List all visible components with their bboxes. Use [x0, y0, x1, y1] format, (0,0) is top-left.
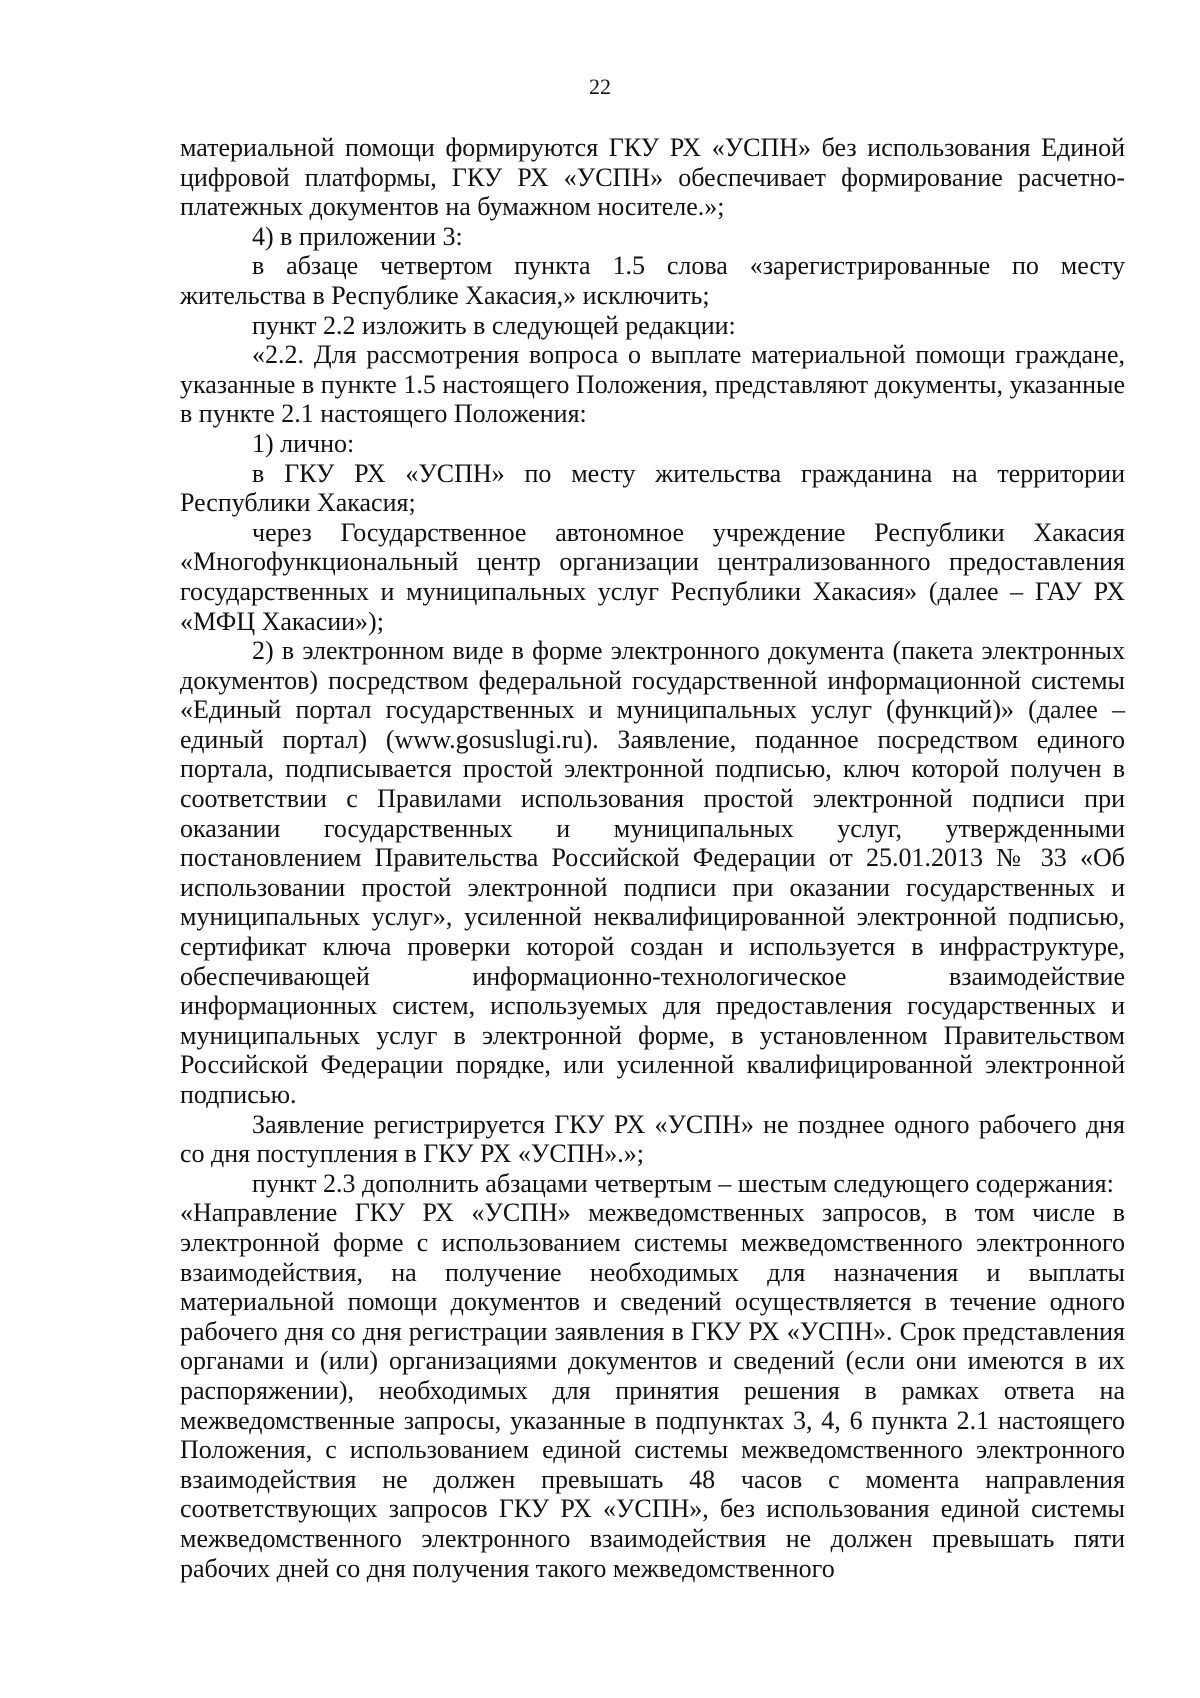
paragraph: Заявление регистрируется ГКУ РХ «УСПН» не позднее одного рабочего дня со дня поступления в ГКУ РХ «УСПН».»; — [180, 1109, 1125, 1169]
paragraph: «2.2. Для рассмотрения вопроса о выплате материальной помощи граждане, указанные в пункте 1.5 настоящего Положения, представляют документы, указанные в пункте 2.1 настоящего Положения: — [180, 340, 1125, 429]
paragraph: материальной помощи формируются ГКУ РХ «УСПН» без использования Единой цифровой платформы, ГКУ РХ «УСПН» обеспечивает формирование расчетно-платежных документов на бумажном носителе.»; — [180, 133, 1125, 222]
paragraph: пункт 2.2 изложить в следующей редакции: — [252, 310, 736, 340]
paragraph: в абзаце четвертом пункта 1.5 слова «зарегистрированные по месту жительства в Республике Хакасия,» исключить; — [180, 251, 1125, 310]
paragraph: 1) лично: — [252, 428, 355, 458]
paragraph: пункт 2.3 дополнить абзацами четвертым – шестым следующего содержания: — [252, 1168, 1114, 1198]
paragraph: 4) в приложении 3: — [252, 221, 463, 251]
paragraph: «Направление ГКУ РХ «УСПН» межведомственных запросов, в том числе в электронной форме с использованием системы межведомственного электронного взаимодействия, на получение необходимых для назначения и выплаты материальной помощи документов и сведений осуществляется в течение одного рабочего дня со дня регистрации заявления в ГКУ РХ «УСПН». Срок представления органами и (или) организациями документов и сведений (если они имеются в их распоряжении), необходимых для принятия решения в рамках ответа на межведомственные запросы, указанные в подпунктах 3, 4, 6 пункта 2.1 настоящего Положения, с использованием единой системы межведомственного электронного взаимодействия не должен превышать 48 часов с момента направления соответствующих запросов ГКУ РХ «УСПН», без использования единой системы межведомственного электронного взаимодействия не должен превышать пяти рабочих дней со дня получения такого межведомственного — [180, 1198, 1125, 1583]
paragraph: через Государственное автономное учреждение Республики Хакасия «Многофункциональный центр организации централизованного предоставления государственных и муниципальных услуг Республики Хакасия» (далее – ГАУ РХ «МФЦ Хакасии»); — [180, 517, 1125, 636]
paragraph: в ГКУ РХ «УСПН» по месту жительства гражданина на территории Республики Хакасия; — [180, 458, 1125, 518]
page-number: 22 — [589, 74, 611, 99]
document-body — [180, 133, 1125, 1583]
paragraph: 2) в электронном виде в форме электронного документа (пакета электронных документов) посредством федеральной государственной информационной системы «Единый портал государственных и муниципальных услуг (функций)» (далее – единый портал) (www.gosuslugi.ru). Заявление, поданное посредством единого портала, подписывается простой электронной подписью, ключ которой получен в соответствии с Правилами использования простой электронной подписи при оказании государственных и муниципальных услуг, утвержденными постановлением Правительства Российской Федерации от 25.01.2013 № 33 «Об использовании простой электронной подписи при оказании государственных и муниципальных услуг», усиленной неквалифицированной электронной подписью, сертификат ключа проверки которой создан и используется в инфраструктуре, обеспечивающей информационно-технологическое взаимодействие информационных систем, используемых для предоставления государственных и муниципальных услуг в электронной форме, в установленном Правительством Российской Федерации порядке, или усиленной квалифицированной электронной подписью. — [180, 636, 1125, 1109]
